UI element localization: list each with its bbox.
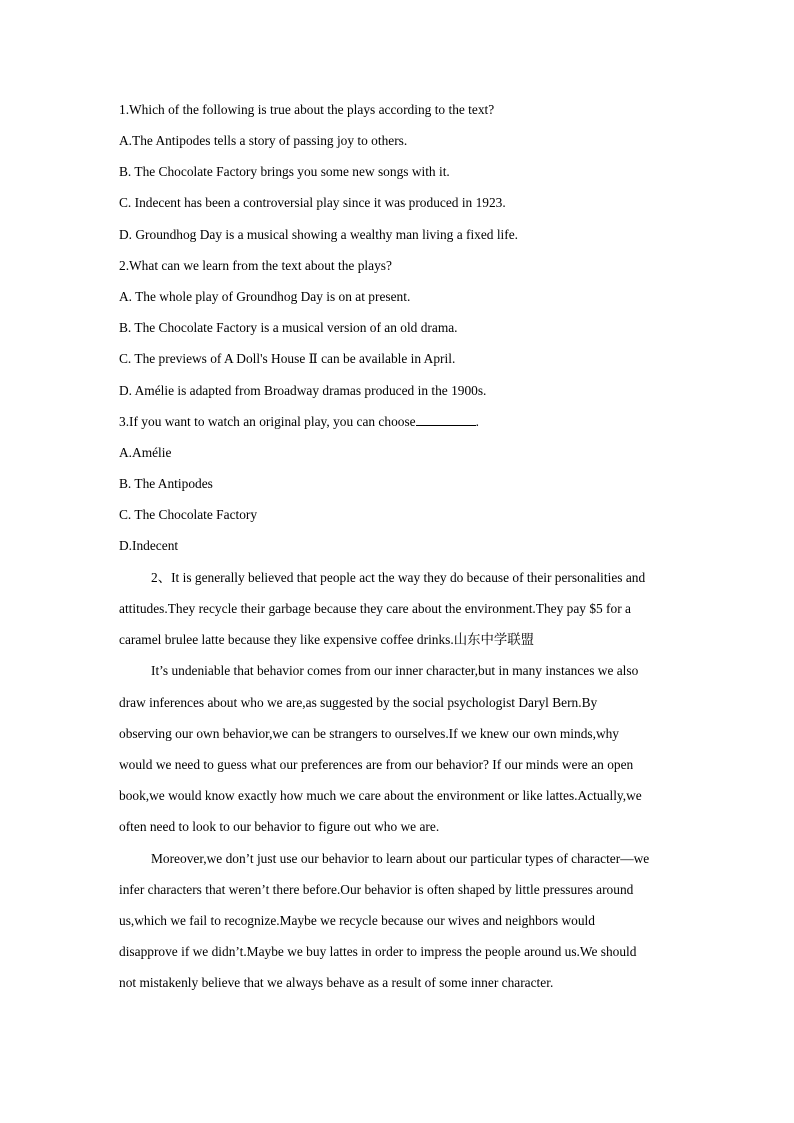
passage-line: us,which we fail to recognize.Maybe we recycle because our wives and neighbors would bbox=[119, 913, 595, 928]
passage-line: draw inferences about who we are,as suggested by the social psychologist Daryl Bern.By bbox=[119, 695, 598, 710]
question-2-option-a: A. The whole play of Groundhog Day is on at present. bbox=[119, 289, 411, 304]
question-2-stem: 2.What can we learn from the text about the plays? bbox=[119, 258, 392, 273]
passage-line: 2、It is generally believed that people act the way they do because of their personalities and bbox=[151, 570, 646, 585]
question-3-option-d: D.Indecent bbox=[119, 538, 179, 553]
question-3-stem bbox=[119, 413, 479, 431]
passage-line: disapprove if we didn’t.Maybe we buy lattes in order to impress the people around us.We should bbox=[119, 944, 637, 959]
question-3-option-b: B. The Antipodes bbox=[119, 476, 213, 491]
question-1-option-c: C. Indecent has been a controversial play since it was produced in 1923. bbox=[119, 195, 506, 210]
question-2-option-d: D. Amélie is adapted from Broadway dramas produced in the 1900s. bbox=[119, 383, 487, 398]
question-3-option-c: C. The Chocolate Factory bbox=[119, 507, 258, 522]
question-2-option-b: B. The Chocolate Factory is a musical version of an old drama. bbox=[119, 320, 458, 335]
passage-line: Moreover,we don’t just use our behavior to learn about our particular types of character—we bbox=[151, 851, 650, 866]
question-3-option-a: A.Amélie bbox=[119, 445, 172, 460]
passage-line: infer characters that weren’t there before.Our behavior is often shaped by little pressures around bbox=[119, 882, 634, 897]
passage-line: attitudes.They recycle their garbage because they care about the environment.They pay $5 for a bbox=[119, 601, 631, 616]
question-1-option-b: B. The Chocolate Factory brings you some new songs with it. bbox=[119, 164, 450, 179]
passage-line: caramel brulee latte because they like expensive coffee drinks.山东中学联盟 bbox=[119, 632, 535, 647]
passage-line: book,we would know exactly how much we care about the environment or like lattes.Actually,we bbox=[119, 788, 642, 803]
question-3-stem-end: . bbox=[475, 414, 479, 429]
passage-line: not mistakenly believe that we always behave as a result of some inner character. bbox=[119, 975, 554, 990]
question-1-stem: 1.Which of the following is true about the plays according to the text? bbox=[119, 102, 495, 117]
question-1-option-d: D. Groundhog Day is a musical showing a wealthy man living a fixed life. bbox=[119, 227, 519, 242]
passage-line: would we need to guess what our preferences are from our behavior? If our minds were an open bbox=[119, 757, 634, 772]
passage-line: It’s undeniable that behavior comes from our inner character,but in many instances we also bbox=[151, 663, 639, 678]
question-3-stem-text: 3.If you want to watch an original play, you can choose bbox=[119, 414, 416, 429]
passage-line: often need to look to our behavior to figure out who we are. bbox=[119, 819, 440, 834]
passage-line: observing our own behavior,we can be strangers to ourselves.If we knew our own minds,why bbox=[119, 726, 620, 741]
question-1-option-a: A.The Antipodes tells a story of passing joy to others. bbox=[119, 133, 408, 148]
question-2-option-c: C. The previews of A Doll's House Ⅱ can be available in April. bbox=[119, 351, 456, 366]
answer-blank bbox=[416, 413, 476, 426]
